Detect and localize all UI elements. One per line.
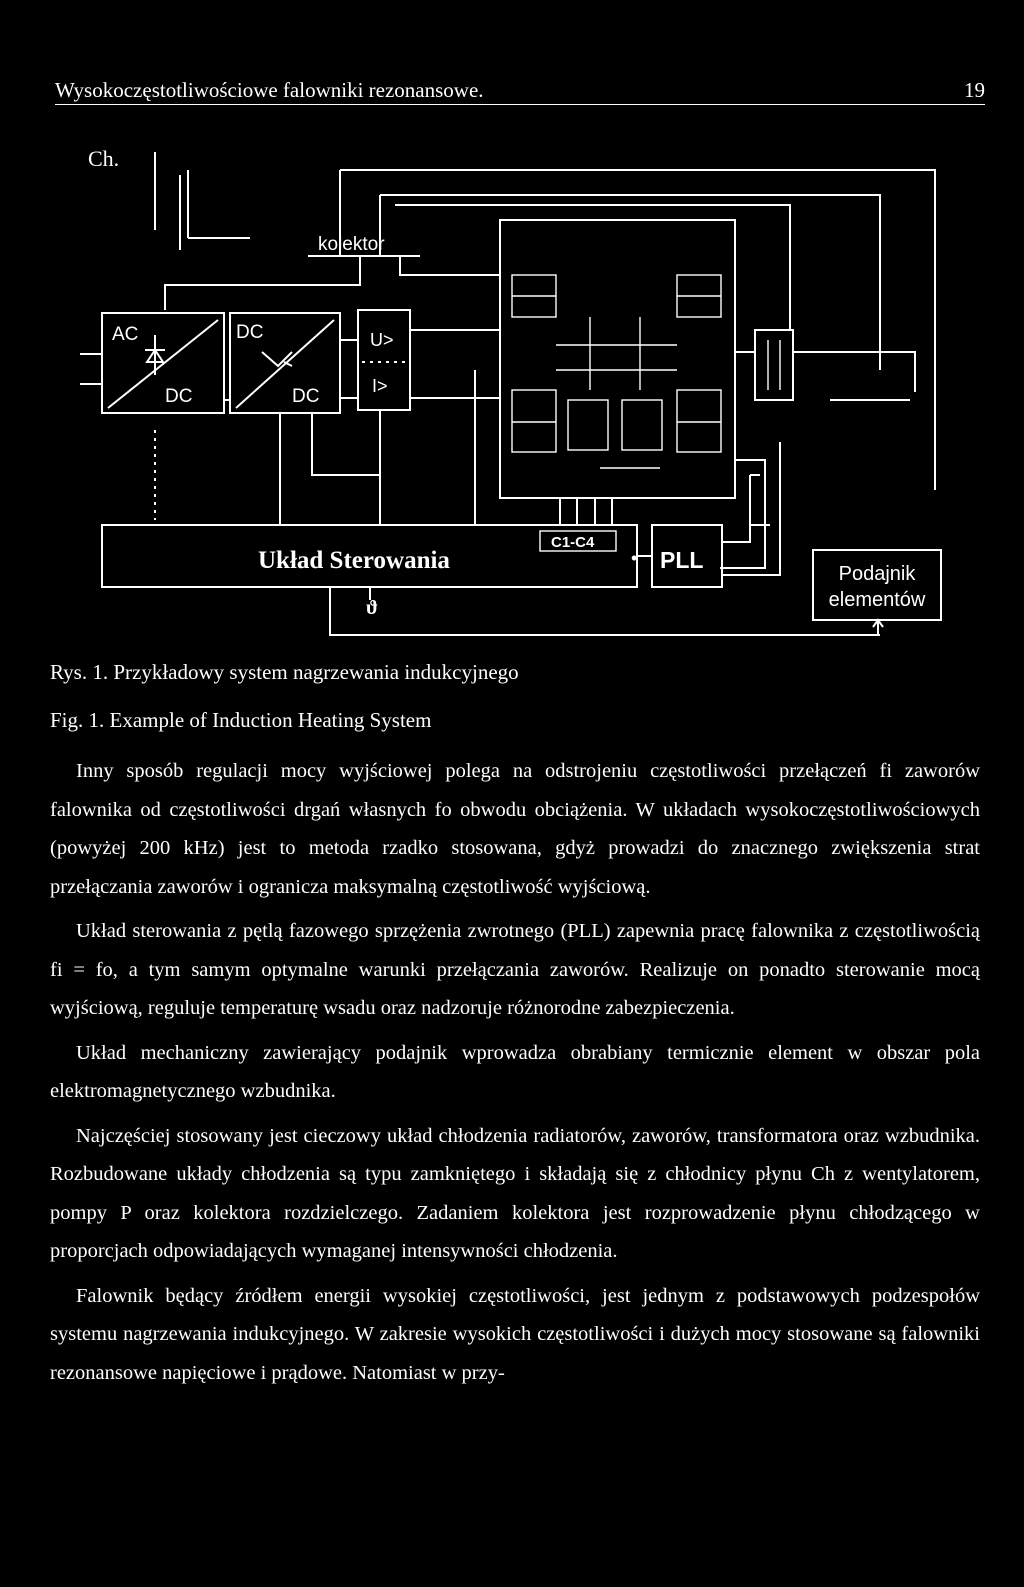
c1c4-label: C1-C4	[551, 534, 595, 551]
output-to-inductor	[735, 352, 915, 400]
paragraph-1: Inny sposób regulacji mocy wyjściowej polega na odstrojeniu częstotliwości przełączeń fi zaworów falownika od częstotliwości drgań własnych fo obwodu obciążenia. W układach wysokoczęstotliwościowych (powyżej 200 kHz) jest to metoda rzadko stosowana, gdyż prowadzi do znacznego zwiększenia strat przełączania zaworów i ogranicza maksymalną częstotliwość wyjściową.	[50, 760, 980, 898]
running-header	[55, 78, 985, 105]
dc-label-out: DC	[292, 386, 320, 407]
pll-connections	[637, 442, 780, 575]
pll-dot: •	[631, 548, 638, 568]
ac-label: AC	[112, 324, 139, 345]
feedback-lines	[280, 370, 770, 568]
kolektor-label: kolektor	[318, 234, 385, 255]
paragraph-5: Falownik będący źródłem energii wysokiej częstotliwości, jest jednym z podstawowych podzespołów systemu nagrzewania indukcyjnego. W zakresie wysokich częstotliwości i dużych mocy stosowane są falowniki rezonansowe napięciowe i prądowe. Natomiast w przy-	[50, 1284, 980, 1384]
temperature-sensor-line	[330, 587, 880, 635]
voltage-limit-label: U>	[370, 330, 394, 350]
transformer-windings	[768, 340, 780, 390]
current-limit-label: I>	[372, 376, 388, 396]
feeder-label-line1: Podajnik	[838, 563, 916, 585]
inverter-switch-3	[512, 390, 556, 452]
control-unit-label: Układ Sterowania	[258, 547, 450, 574]
induction-heating-system-diagram	[0, 130, 1024, 650]
temperature-sensor-label: ϑ	[366, 597, 378, 619]
cooler-label: Ch.	[88, 146, 120, 171]
pll-label: PLL	[660, 547, 704, 573]
dc-label-in: DC	[236, 322, 264, 343]
inverter-enclosure	[500, 220, 735, 498]
paragraph-3: Układ mechaniczny zawierający podajnik wprowadza obrabiany termicznie element w obszar pola elektromagnetycznego wzbudnika.	[50, 1041, 980, 1102]
body-text	[50, 752, 980, 1392]
header-title: Wysokoczęstotliwościowe falowniki rezonansowe.	[55, 78, 484, 102]
diode-symbol	[145, 335, 165, 375]
paragraph-2: Układ sterowania z pętlą fazowego sprzężenia zwrotnego (PLL) zapewnia pracę falownika z częstotliwością fi = fo, a tym samym optymalne warunki przełączania zaworów. Realizuje on ponadto sterowanie mocą wyjściową, reguluje temperaturę wsadu oraz nadzoruje różnorodne zabezpieczenia.	[50, 920, 980, 1019]
feeder-arrow	[873, 620, 883, 635]
inverter-internal-wiring	[512, 296, 721, 468]
dc-label-rectifier: DC	[165, 386, 193, 407]
feeder-label-line2: elementów	[828, 589, 926, 611]
figure-caption-english: Fig. 1. Example of Induction Heating System	[50, 708, 432, 732]
figure-caption-polish: Rys. 1. Przykładowy system nagrzewania indukcyjnego	[50, 660, 519, 684]
cooler-lines	[155, 152, 250, 250]
page-number: 19	[964, 78, 985, 102]
paragraph-4: Najczęściej stosowany jest cieczowy układ chłodzenia radiatorów, zaworów, transformatora oraz wzbudnika. Rozbudowane układy chłodzenia są typu zamkniętego i składają się z chłodnicy płynu Ch z wentylatorem, pompy P oraz kolektora rozdzielczego. Zadaniem kolektora jest rozprowadzenie płynu chłodzącego w proporcjach odpowiadających wymaganej intensywności chłodzenia.	[50, 1124, 980, 1262]
chopper-symbol	[262, 352, 292, 366]
mains-input	[80, 354, 102, 384]
transformer	[755, 330, 793, 400]
resonant-capacitor-1	[568, 400, 608, 450]
resonant-capacitor-2	[622, 400, 662, 450]
inverter-switch-4	[677, 390, 721, 452]
